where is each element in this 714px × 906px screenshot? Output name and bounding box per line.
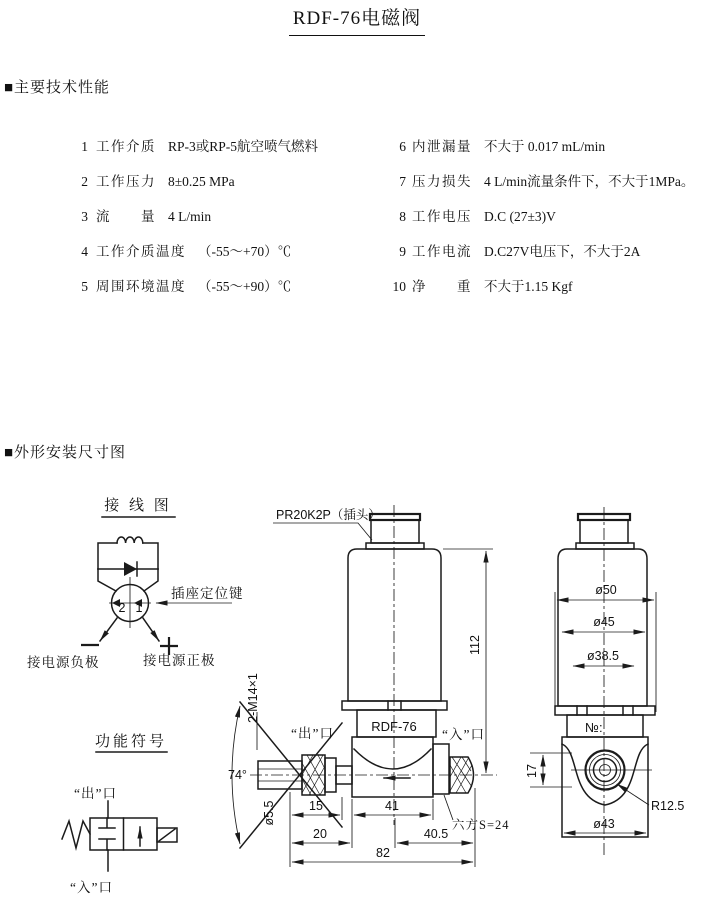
dia-43-label: ø43 [593,817,615,831]
dim-40-5-label: 40.5 [423,827,449,841]
radius-label: R12.5 [651,799,685,813]
spec-row [62,138,318,156]
nameplate-band [567,715,643,737]
spec-row [376,208,694,226]
thread-spec-label: 2-M14×1 [246,673,260,723]
spec-num: 9 [399,244,406,259]
dia-50-label: ø50 [595,583,617,597]
dim-82-label: 82 [376,846,390,860]
spec-num: 10 [392,279,406,294]
spec-name: 工作压力 [96,174,156,189]
dim-41-label: 41 [385,799,399,813]
pin-1-label: 1 [135,601,143,615]
hex-size-label: 六方S=24 [452,818,510,832]
spec-row [62,243,318,261]
spring-symbol [62,821,90,848]
spec-name: 压力损失 [412,174,472,189]
spec-num: 7 [399,174,406,189]
spec-row [62,278,318,296]
coil-symbol [98,543,117,569]
diode-symbol [124,562,137,576]
inlet-port-label: “入”口 [70,880,113,895]
page-title-text: RDF-76电磁阀 [289,3,425,36]
outlet-port-label: “出”口 [291,726,334,741]
spec-row [62,208,318,226]
spec-name: 工作电压 [412,209,472,224]
model-label: RDF-76 [371,719,417,734]
coil-symbol [117,537,143,543]
spec-num: 6 [399,139,406,154]
terminal-lead-negative [100,618,117,641]
coil-symbol [143,543,158,569]
spec-name: 工作电流 [412,244,472,259]
lead-right [144,569,158,591]
spec-value: （-55～+90）℃ [198,279,292,294]
flange-ticks [577,706,633,715]
spec-row [376,243,694,261]
spec-row [62,173,318,191]
spec-row [376,278,694,296]
spec-row [376,173,694,191]
body-arc [354,749,431,769]
spec-value: （-55～+70）℃ [198,244,292,259]
spec-num: 3 [81,209,88,224]
negative-terminal-label: 接电源负极 [27,655,100,670]
function-symbol-title: 功能符号 [94,734,168,750]
spec-list-right [376,138,694,313]
spec-num: 5 [81,279,88,294]
flange-ticks [388,701,401,710]
spec-name: 工作介质温度 [96,244,186,259]
spec-num: 4 [81,244,88,259]
plug-callout-leader [273,523,372,540]
lead-left [98,569,116,591]
wiring-diagram [27,497,244,670]
spec-num: 1 [81,139,88,154]
housing-flange [555,706,655,715]
valve-body-block [352,737,433,797]
terminal-lead-positive [143,618,159,641]
dim-17-label: 17 [525,764,539,778]
plug-callout-label: PR20K2P（插头） [276,508,381,522]
spec-value: RP-3或RP-5航空喷气燃料 [168,139,319,154]
section-title-dimensions: ■外形安装尺寸图 [4,445,127,461]
spec-name: 净 重 [412,279,472,294]
housing-flange [342,701,447,710]
spec-value: 4 L/min [168,209,212,224]
spec-value: 不大于1.15 Kgf [484,279,573,294]
solenoid-diagonal [159,829,175,841]
orifice-dia-label: ø5.5 [262,800,276,826]
serial-no-label: №: [585,720,603,735]
spec-name: 工作介质 [96,139,156,154]
wiring-diagram-title: 接 线 图 [104,498,172,514]
spec-num: 8 [399,209,406,224]
spec-value: 不大于 0.017 mL/min [484,139,606,154]
outlet-port-label: “出”口 [74,786,117,801]
spec-num: 2 [81,174,88,189]
inlet-port-label: “入”口 [442,727,485,742]
spec-name: 周围环境温度 [96,279,186,294]
function-symbol [62,733,177,895]
page-title [0,3,714,36]
inlet-collar [433,744,449,794]
spec-list-left [62,138,318,313]
coil-housing [348,549,441,701]
dia-38-5-label: ø38.5 [587,649,619,663]
socket-key-label: 插座定位键 [171,586,244,601]
spec-name: 流 量 [96,209,156,224]
hex-leader [444,795,453,820]
spec-value: 4 L/min流量条件下，不大于1MPa。 [484,174,695,189]
dia-45-label: ø45 [593,615,615,629]
spec-row [376,138,694,156]
section-title-specs: ■主要技术性能 [4,80,111,96]
valve-side-view [525,507,684,858]
spec-value: D.C (27±3)V [484,209,556,224]
valve-front-view [228,505,510,867]
spec-name: 内泄漏量 [412,139,472,154]
positive-terminal-label: 接电源正极 [143,653,216,668]
plug-flange [366,543,424,549]
dim-20-label: 20 [313,827,327,841]
spec-value: 8±0.25 MPa [168,174,235,189]
dim-15-label: 15 [309,799,323,813]
pin-2-label: 2 [118,601,126,615]
plug-body [371,520,419,543]
dim-112-label: 112 [468,635,482,655]
plug-flange [576,543,634,549]
spec-value: D.C27V电压下，不大于2A [484,244,641,259]
blocked-port-symbol [99,818,115,850]
cone-angle-label: 74° [228,768,247,782]
radius-leader [617,784,649,805]
dimension-drawings [0,480,714,906]
